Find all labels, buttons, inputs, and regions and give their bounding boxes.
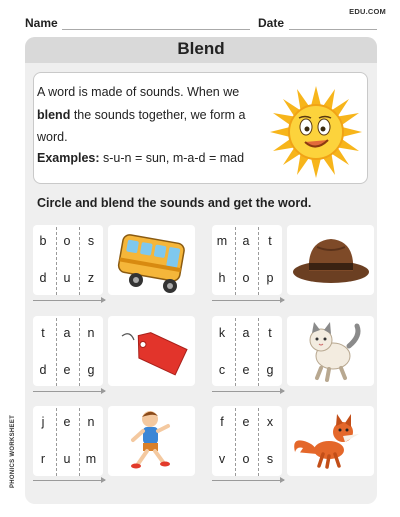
intro-line3: word. <box>37 130 68 144</box>
arrow-icon <box>33 480 105 481</box>
divider <box>258 227 259 295</box>
running-boy-icon <box>108 406 195 476</box>
letter[interactable]: g <box>87 363 95 377</box>
letter[interactable]: j <box>41 415 45 429</box>
picture-card <box>108 225 195 295</box>
instruction-text: Circle and blend the sounds and get the word. <box>37 196 312 210</box>
letter[interactable]: o <box>242 452 250 466</box>
letter[interactable]: s <box>87 234 95 248</box>
cat-icon <box>287 316 374 386</box>
divider <box>56 408 57 476</box>
letter[interactable]: t <box>268 234 272 248</box>
letter[interactable]: r <box>40 452 46 466</box>
letter[interactable]: u <box>63 271 71 285</box>
bus-icon <box>108 225 195 295</box>
intro-line1: A word is made of sounds. When we <box>37 85 240 99</box>
letter[interactable]: n <box>87 415 95 429</box>
divider <box>235 408 236 476</box>
letter[interactable]: x <box>266 415 274 429</box>
letter[interactable]: m <box>216 234 228 248</box>
letter[interactable]: k <box>218 326 226 340</box>
name-line[interactable] <box>62 29 250 30</box>
letter[interactable]: f <box>220 415 224 429</box>
arrow-icon <box>33 391 105 392</box>
examples-value: s-u-n = sun, m-a-d = mad <box>99 151 245 165</box>
letter[interactable]: e <box>242 415 250 429</box>
letter[interactable]: s <box>266 452 274 466</box>
letter[interactable]: c <box>218 363 226 377</box>
letter[interactable]: e <box>63 415 71 429</box>
arrow-icon <box>212 300 284 301</box>
letter[interactable]: d <box>39 271 47 285</box>
divider <box>56 318 57 386</box>
letter[interactable]: o <box>63 234 71 248</box>
letter[interactable]: g <box>266 363 274 377</box>
intro-text <box>37 81 262 149</box>
letter[interactable]: a <box>242 326 250 340</box>
date-label: Date <box>258 16 285 30</box>
arrow-icon <box>212 391 284 392</box>
letter[interactable]: p <box>266 271 274 285</box>
letter[interactable]: n <box>87 326 95 340</box>
examples-text <box>37 151 244 165</box>
tag-icon <box>108 316 195 386</box>
brand-logo: EDU.COM <box>349 7 386 16</box>
letter[interactable]: b <box>39 234 47 248</box>
letter[interactable]: e <box>242 363 250 377</box>
fox-icon <box>287 406 374 476</box>
letter[interactable]: t <box>41 326 45 340</box>
divider <box>79 227 80 295</box>
intro-line2: the sounds together, we form a <box>70 107 246 122</box>
name-label: Name <box>25 16 58 30</box>
divider <box>258 318 259 386</box>
divider <box>258 408 259 476</box>
divider <box>79 318 80 386</box>
letter[interactable]: t <box>268 326 272 340</box>
divider <box>56 227 57 295</box>
sun-icon <box>268 84 364 180</box>
divider <box>235 318 236 386</box>
letter[interactable]: a <box>242 234 250 248</box>
picture-card <box>287 316 374 386</box>
letter[interactable]: e <box>63 363 71 377</box>
date-line[interactable] <box>289 29 377 30</box>
letter[interactable]: d <box>39 363 47 377</box>
picture-card <box>287 225 374 295</box>
arrow-icon <box>33 300 105 301</box>
intro-bold-word: blend <box>37 107 71 122</box>
examples-label: Examples: <box>37 151 100 165</box>
letter[interactable]: v <box>218 452 226 466</box>
arrow-icon <box>212 480 284 481</box>
letter[interactable]: u <box>63 452 71 466</box>
letter[interactable]: o <box>242 271 250 285</box>
divider <box>79 408 80 476</box>
page-title: Blend <box>177 39 225 58</box>
letter[interactable]: a <box>63 326 71 340</box>
hat-icon <box>287 225 374 295</box>
side-label: PHONICS WORKSHEET <box>10 414 16 488</box>
picture-card <box>108 316 195 386</box>
divider <box>235 227 236 295</box>
letter[interactable]: h <box>218 271 226 285</box>
picture-card <box>108 406 195 476</box>
letter[interactable]: m <box>85 452 97 466</box>
picture-card <box>287 406 374 476</box>
letter[interactable]: z <box>87 271 95 285</box>
